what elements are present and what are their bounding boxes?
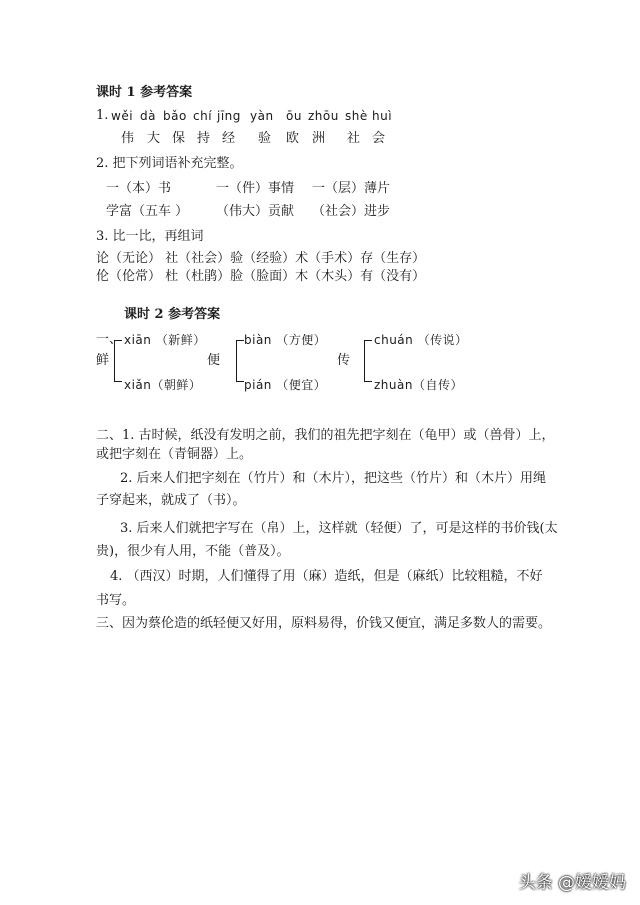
q2-title: 2. 把下列词语补充完整。 (96, 156, 243, 171)
lesson1-title: 课时 1 参考答案 (96, 85, 193, 100)
section2-line: 2. 后来人们把字刻在（竹片）和（木片），把这些（竹片）和（木片）用绳 (120, 471, 547, 486)
pinyin: yàn (250, 109, 274, 123)
q3-row: 论（无论） 社（社会）验（经验）术（手术）存（生存） (96, 251, 426, 266)
q2-item: 学富（五车 ） (106, 204, 189, 219)
watermark: 头条 @嫒嫒妈 (518, 873, 626, 893)
section2-line: 贵)，很少有人用，不能（普及）。 (96, 544, 290, 559)
reading-top: xiān （新鲜） (124, 333, 206, 347)
q3-title: 3. 比一比，再组词 (96, 229, 204, 244)
char: 经 (222, 131, 236, 146)
q2-item: （伟大）贡献 (216, 204, 295, 219)
section2-line: 3. 后来人们就把字写在（帛）上，这样就（轻便）了，可是这样的书价钱(太 (120, 521, 558, 536)
section2-line: 4. （西汉）时期，人们懂得了用（麻）造纸，但是（麻纸）比较粗糙，不好 (110, 569, 543, 584)
reading-top: chuán （传说） (374, 333, 468, 347)
q1-prefix: 1. (96, 108, 109, 123)
section2-line: 二、1. 古时候，纸没有发明之前，我们的祖先把字刻在（龟甲）或（兽骨）上， (96, 428, 555, 443)
q2-item: 一（本）书 (106, 181, 172, 196)
section1-label: 一、 (96, 332, 123, 347)
bracket (236, 340, 244, 382)
pinyin: wěi (111, 109, 134, 123)
bracket (114, 340, 122, 382)
poly-char: 传 (337, 353, 351, 368)
pinyin: jīng (217, 109, 241, 123)
bracket (364, 340, 372, 382)
pinyin: zhōu (308, 109, 339, 123)
pinyin: chí (193, 109, 213, 123)
q2-item: （社会）进步 (312, 204, 391, 219)
char: 验 (258, 131, 272, 146)
reading-bottom: zhuàn（自传） (374, 378, 463, 392)
poly-char: 鲜 (96, 353, 110, 368)
q2-item: 一（件）事情 (216, 181, 295, 196)
char: 保 (172, 131, 186, 146)
lesson2-title: 课时 2 参考答案 (124, 307, 221, 322)
char: 社 (347, 131, 361, 146)
section3-line: 三、因为蔡伦造的纸轻便又好用，原料易得，价钱又便宜，满足多数人的需要。 (96, 616, 552, 631)
char: 持 (197, 131, 211, 146)
q3-row: 伦（伦常） 杜（杜鹃）脸（脸面）木（木头）有（没有） (96, 269, 426, 284)
char: 洲 (312, 131, 326, 146)
reading-top: biàn （方便） (244, 333, 327, 347)
pinyin: huì (372, 109, 393, 123)
pinyin: shè (345, 109, 368, 123)
section2-line: 书写。 (96, 593, 136, 608)
reading-bottom: pián （便宜） (244, 378, 327, 392)
poly-char: 便 (207, 353, 221, 368)
section2-line: 或把字刻在（青铜器）上。 (96, 447, 253, 462)
pinyin: bǎo (163, 109, 187, 123)
section2-line: 子穿起来，就成了（书）。 (96, 493, 246, 508)
char: 欧 (286, 131, 300, 146)
q2-item: 一（层）薄片 (312, 181, 391, 196)
pinyin: ōu (286, 109, 302, 123)
pinyin: dà (140, 109, 156, 123)
char: 会 (372, 131, 386, 146)
char: 大 (147, 131, 161, 146)
reading-bottom: xiǎn（朝鲜） (124, 378, 202, 392)
char: 伟 (121, 131, 135, 146)
